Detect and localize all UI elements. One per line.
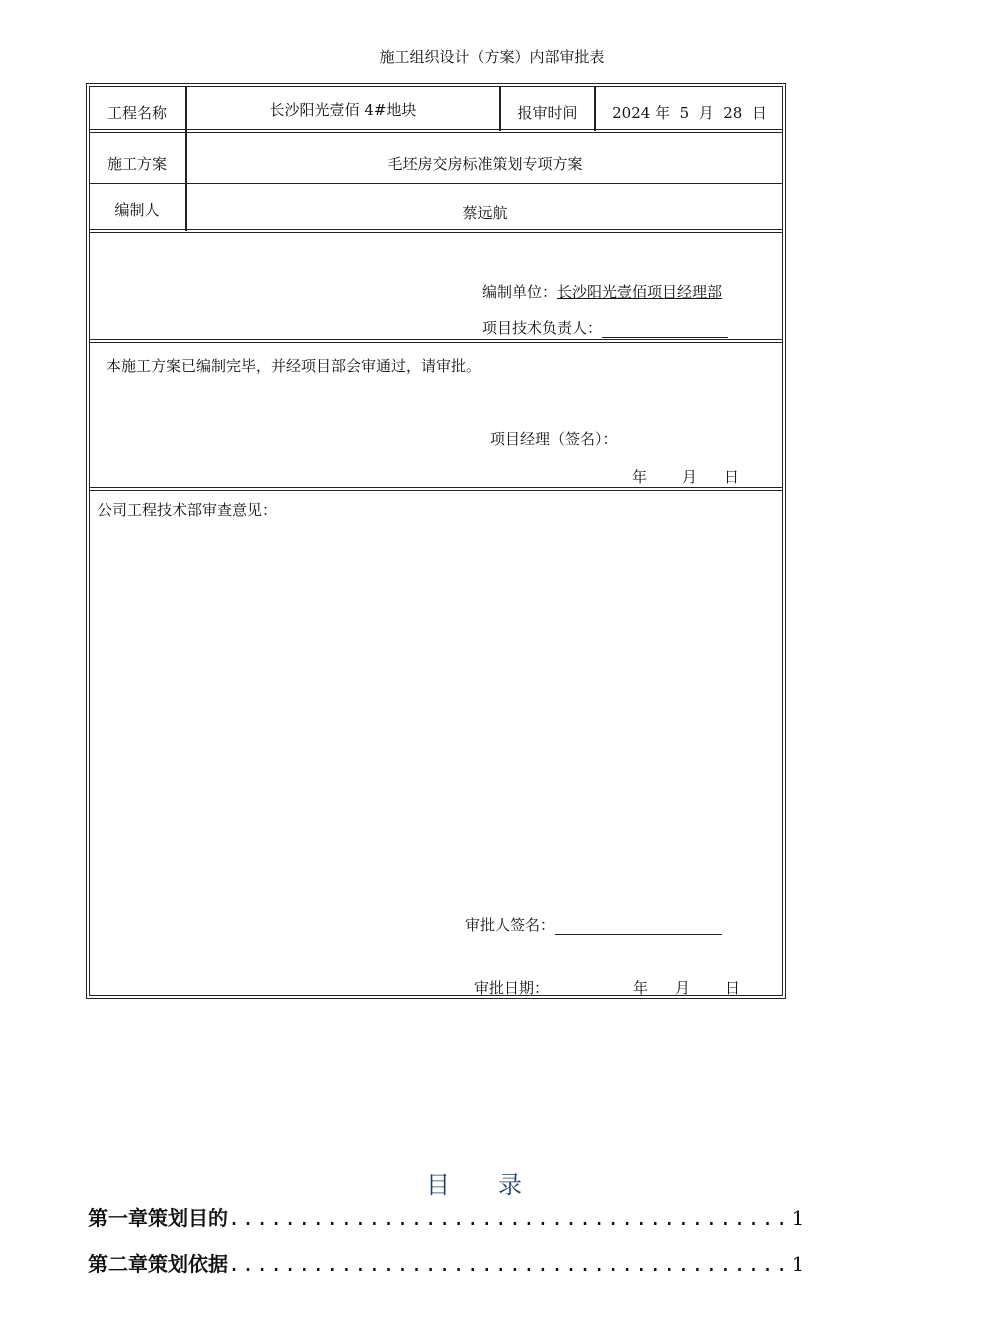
pm-date — [632, 466, 739, 487]
author-label: 编制人 — [114, 201, 160, 219]
plan-value: 毛坯房交房标准策划专项方案 — [387, 155, 583, 173]
toc-chapter-name: 策划目的 — [148, 1206, 228, 1230]
approve-date-day: 日 — [725, 979, 741, 997]
toc-page-number: 1 — [791, 1206, 805, 1230]
page-title: 施工组织设计（方案）内部审批表 — [379, 48, 605, 66]
approve-date-year: 年 — [633, 979, 649, 997]
row-divider — [89, 183, 783, 184]
pm-signature-label: 项目经理（签名）： — [490, 430, 618, 448]
row-divider — [89, 229, 783, 233]
tech-lead-signature-field[interactable] — [602, 320, 728, 338]
date-day: 日 — [724, 468, 740, 486]
project-name-label: 工程名称 — [106, 104, 167, 122]
unit-line — [482, 281, 722, 302]
toc-title-right: 录 — [498, 1171, 524, 1199]
toc-chapter: 第一章 — [88, 1206, 148, 1230]
date-month: 月 — [682, 468, 698, 486]
tech-lead-label: 项目技术负责人： — [482, 319, 603, 337]
approve-date-month: 月 — [675, 979, 691, 997]
submission-statement: 本施工方案已编制完毕，并经项目部会审通过，请审批。 — [106, 357, 482, 375]
toc-entry[interactable] — [88, 1202, 805, 1231]
project-name-value: 长沙阳光壹佰 4#地块 — [269, 101, 417, 119]
plan-label: 施工方案 — [106, 155, 167, 173]
toc-chapter: 第二章 — [88, 1252, 148, 1276]
report-time-value: 2024 年 5 月 28 日 — [612, 104, 767, 122]
row-divider — [89, 487, 783, 491]
approve-date-line — [474, 977, 740, 998]
review-opinion-label: 公司工程技术部审查意见： — [97, 501, 278, 519]
report-time-label: 报审时间 — [517, 104, 578, 122]
toc-leader-dots: ........................................ — [228, 1252, 790, 1276]
toc-chapter-name: 策划依据 — [148, 1252, 228, 1276]
approver-signature-field[interactable] — [555, 917, 722, 935]
toc-leader-dots: ........................................ — [228, 1206, 790, 1230]
row-divider — [89, 129, 783, 133]
unit-label: 编制单位： — [482, 283, 558, 301]
toc-title — [0, 1165, 950, 1200]
author-value: 蔡远航 — [462, 204, 508, 222]
tech-lead-line — [482, 317, 728, 338]
date-year: 年 — [632, 468, 648, 486]
row-divider — [89, 339, 783, 343]
toc-page-number: 1 — [791, 1252, 805, 1276]
approve-date-label: 审批日期： — [474, 979, 550, 997]
toc-entry[interactable] — [88, 1248, 805, 1277]
approver-signature-label: 审批人签名： — [465, 916, 556, 934]
approver-signature-line — [465, 914, 722, 935]
unit-value: 长沙阳光壹佰项目经理部 — [557, 283, 723, 301]
toc-title-left: 目 — [426, 1171, 452, 1199]
